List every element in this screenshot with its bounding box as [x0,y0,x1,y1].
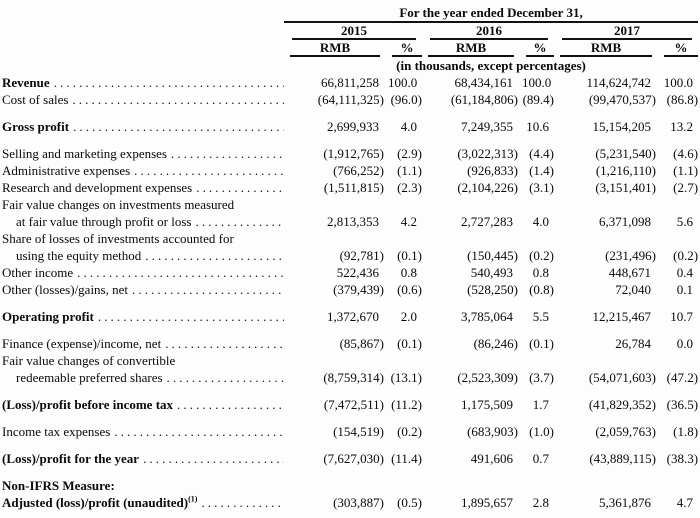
value-rmb-2017: (5,231,540) [595,146,656,161]
value-pct-2017 [656,467,698,494]
value-pct-2015: (2.9) [397,146,422,161]
value-pct-2017: 0.4 [676,265,694,280]
pct-header-2016 [518,40,554,57]
value-rmb-2016: (86,246) [473,336,518,351]
table-row [2,467,698,494]
value-rmb-2017: 114,624,742 [586,75,651,90]
value-rmb-2015: (1,511,815) [323,180,384,195]
value-pct-2015: (0.5) [397,495,422,510]
units-note [284,57,698,74]
dot-leader [98,308,284,325]
dot-leader [195,213,284,230]
value-pct-2016: (0.2) [529,248,554,263]
value-rmb-2017: (1,216,110) [595,163,656,178]
value-rmb-2016: (2,523,309) [457,370,518,385]
value-rmb-2016: (926,833) [467,163,518,178]
value-pct-2015: 0.8 [400,265,417,280]
header-title-row [2,3,698,22]
percent-label: % [664,40,698,57]
value-rmb-2015: (7,627,030) [323,451,384,466]
pct-header-2015 [384,40,422,57]
rmb-label: RMB [290,40,380,57]
value-pct-2016: (3.7) [529,370,554,385]
value-rmb-2015: (92,781) [339,248,384,263]
header-spacer [2,40,284,57]
row-label [2,264,284,281]
row-label [2,494,284,511]
units-note-text: (in thousands, except percentages) [396,58,586,73]
year-label-2017: 2017 [562,23,692,40]
value-rmb-2016: (683,903) [467,424,518,439]
value-pct-2017: (36.5) [666,397,699,412]
table-row [2,135,698,162]
value-pct-2017: 100.0 [663,75,694,90]
row-label [2,74,284,91]
row-label-text: Gross profit [2,119,70,134]
dot-leader [77,264,284,281]
row-label-text: Research and development expenses [2,180,193,195]
dot-leader [196,179,284,196]
value-rmb-2017: (43,889,115) [589,451,656,466]
value-rmb-2016: (3,022,313) [457,146,518,161]
table-row [2,281,698,298]
value-pct-2017: (47.2) [666,370,699,385]
dot-leader [134,162,284,179]
period-title [284,3,698,22]
value-rmb-2017: (231,496) [605,248,656,263]
value-pct-2016: 4.0 [532,214,549,229]
row-label [2,179,284,196]
value-pct-2015: (2.3) [397,180,422,195]
dot-leader [72,91,284,108]
row-label [2,413,284,440]
dot-leader [171,145,284,162]
value-pct-2015: (13.1) [390,370,422,385]
value-pct-2015: 4.2 [400,214,417,229]
dot-leader [165,335,284,352]
value-rmb-2017: 5,361,876 [599,495,651,510]
value-rmb-2017: (99,470,537) [588,92,656,107]
row-label-text: (Loss)/profit for the year [2,451,140,466]
percent-label: % [526,40,554,57]
value-rmb-2016: (2,104,226) [457,180,518,195]
value-rmb-2017: 6,371,098 [599,214,651,229]
row-label-text: Income tax expenses [2,424,111,439]
footnote-marker: (1) [188,494,198,504]
value-pct-2016: (89.4) [522,92,554,107]
table-row [2,298,698,325]
value-pct-2016 [518,467,554,494]
table-row [2,325,698,352]
value-pct-2017: (2.7) [673,180,699,195]
row-label-text: Revenue [2,75,50,90]
value-pct-2015: (96.0) [390,92,422,107]
row-label [2,467,284,494]
table-header [2,3,698,74]
value-pct-2016: 0.8 [532,265,549,280]
value-rmb-2015: (85,867) [339,336,384,351]
value-rmb-2017: 448,671 [608,265,651,280]
value-pct-2015: 100.0 [388,75,418,90]
row-label-text: Selling and marketing expenses [2,146,167,161]
dot-leader [132,281,284,298]
row-label [2,135,284,162]
value-rmb-2016: 7,249,355 [461,119,513,134]
header-spacer [2,22,284,40]
table-body [2,74,698,511]
table-row [2,230,698,264]
value-rmb-2017: 72,040 [615,282,651,297]
row-label-text: redeemable preferred shares [16,370,163,385]
value-rmb-2015: 522,436 [336,265,379,280]
dot-leader [114,423,284,440]
percent-label: % [392,40,422,57]
value-pct-2015 [384,467,422,494]
value-pct-2017: 10.7 [670,309,694,324]
value-rmb-2015: (154,519) [333,424,384,439]
row-label [2,281,284,298]
row-label-text: Non-IFRS Measure: [2,478,115,493]
value-rmb-2017: (2,059,763) [595,424,656,439]
value-pct-2017: 4.7 [676,495,694,510]
row-label [2,386,284,413]
value-rmb-2016: (528,250) [467,282,518,297]
value-rmb-2016: 540,493 [470,265,513,280]
row-label [2,352,284,386]
row-label-text: Administrative expenses [2,163,131,178]
value-pct-2016: (3.1) [529,180,554,195]
value-pct-2015: (11.2) [391,397,422,412]
value-pct-2017: (1.8) [673,424,699,439]
value-pct-2017: 0.1 [676,282,694,297]
value-pct-2017: (4.6) [673,146,699,161]
value-rmb-2016: (150,445) [467,248,518,263]
rmb-label: RMB [428,40,514,57]
value-rmb-2015: (379,439) [333,282,384,297]
value-rmb-2016: 1,175,509 [461,397,513,412]
row-label-text: at fair value through profit or loss [16,214,192,229]
value-rmb-2015: 2,813,353 [327,214,379,229]
header-spacer [2,3,284,22]
value-pct-2015: (0.2) [397,424,422,439]
value-rmb-2017 [554,467,656,494]
row-label-text: Other income [2,265,74,280]
table-row [2,440,698,467]
value-rmb-2016 [422,467,518,494]
table-row [2,74,698,91]
year-label-2015: 2015 [292,23,416,40]
value-pct-2015: (0.1) [397,248,422,263]
value-rmb-2016: 3,785,064 [461,309,513,324]
table-row [2,494,698,511]
value-pct-2016: 2.8 [532,495,549,510]
row-label [2,298,284,325]
year-column-2015 [284,22,422,40]
value-rmb-2015 [284,467,384,494]
year-column-2016 [422,22,554,40]
value-pct-2017: (86.8) [666,92,699,107]
row-label-text: Adjusted (loss)/profit (unaudited)$^{(1)}$ [2,494,198,510]
rmb-label: RMB [560,40,652,57]
dot-leader [145,247,284,264]
row-label-text: Other (losses)/gains, net [2,282,129,297]
pct-header-2017 [656,40,698,57]
value-pct-2016: 100.0 [522,75,552,90]
value-pct-2017: 13.2 [670,119,694,134]
income-statement-table [2,3,698,511]
value-rmb-2015: 66,811,258 [320,75,379,90]
value-rmb-2016: 1,895,657 [461,495,513,510]
value-rmb-2015: (7,472,511) [323,397,384,412]
table-row [2,108,698,135]
dot-leader [177,396,284,413]
row-label [2,230,284,264]
table-row [2,352,698,386]
row-label [2,162,284,179]
dot-leader [73,118,284,135]
value-rmb-2016: 68,434,161 [454,75,513,90]
value-rmb-2016: (61,184,806) [450,92,518,107]
value-pct-2016: (1.4) [529,163,554,178]
value-pct-2016: 10.6 [526,119,549,134]
header-units-row [2,40,698,57]
value-rmb-2015: (1,912,765) [323,146,384,161]
value-pct-2016: 5.5 [532,309,549,324]
value-pct-2016: (1.0) [529,424,554,439]
row-label-text: using the equity method [16,248,142,263]
value-pct-2016: (4.4) [529,146,554,161]
row-label [2,440,284,467]
value-rmb-2017: 15,154,205 [592,119,651,134]
value-pct-2017: (1.1) [673,163,699,178]
value-pct-2017: (0.2) [673,248,699,263]
dot-leader [143,450,284,467]
row-label-text: Operating profit [2,309,94,324]
rmb-header-2017 [554,40,656,57]
value-pct-2015: 4.0 [400,119,417,134]
value-rmb-2016: 2,727,283 [461,214,513,229]
value-pct-2015: (0.1) [397,336,422,351]
value-pct-2017: 0.0 [676,336,694,351]
value-rmb-2017: (3,151,401) [595,180,656,195]
row-label [2,108,284,135]
row-label-text: Fair value changes of convertible [2,353,176,368]
value-rmb-2017: 12,215,467 [592,309,651,324]
row-label [2,325,284,352]
value-pct-2017: 5.6 [676,214,694,229]
header-spacer [2,57,284,74]
dot-leader [201,494,284,511]
rmb-header-2015 [284,40,384,57]
table-row [2,386,698,413]
value-pct-2015: (1.1) [397,163,422,178]
row-label-text: Fair value changes on investments measured [2,197,235,212]
value-pct-2016: (0.1) [529,336,554,351]
value-pct-2016: 1.7 [532,397,549,412]
value-pct-2015: (0.6) [397,282,422,297]
row-label-text: (Loss)/profit before income tax [2,397,174,412]
value-pct-2016: (0.8) [529,282,554,297]
row-label [2,91,284,108]
value-rmb-2015: (8,759,314) [323,370,384,385]
dot-leader [167,369,284,386]
year-label-2016: 2016 [430,23,548,40]
period-title-text: For the year ended December 31, [399,5,583,20]
rmb-header-2016 [422,40,518,57]
row-label-text: Finance (expense)/income, net [2,336,162,351]
value-rmb-2017: (54,071,603) [588,370,656,385]
value-rmb-2015: 1,372,670 [327,309,379,324]
year-column-2017 [554,22,698,40]
header-note-row [2,57,698,74]
value-rmb-2015: 2,699,933 [327,119,379,134]
dot-leader [54,74,284,91]
value-pct-2015: (11.4) [391,451,422,466]
value-rmb-2017: 26,784 [615,336,651,351]
value-pct-2016: 0.7 [532,451,549,466]
table-row [2,264,698,281]
table-row [2,413,698,440]
table-row [2,179,698,196]
value-pct-2015: 2.0 [400,309,417,324]
value-rmb-2015: (303,887) [333,495,384,510]
row-label-text: Share of losses of investments accounted for [2,231,234,246]
value-rmb-2017: (41,829,352) [588,397,656,412]
header-years-row [2,22,698,40]
value-rmb-2015: (64,111,325) [317,92,384,107]
row-label-text: Cost of sales [2,92,69,107]
table-row [2,91,698,108]
table-row [2,196,698,230]
value-rmb-2016: 491,606 [470,451,513,466]
value-rmb-2015: (766,252) [333,163,384,178]
value-pct-2017: (38.3) [666,451,699,466]
row-label [2,196,284,230]
table-row [2,162,698,179]
